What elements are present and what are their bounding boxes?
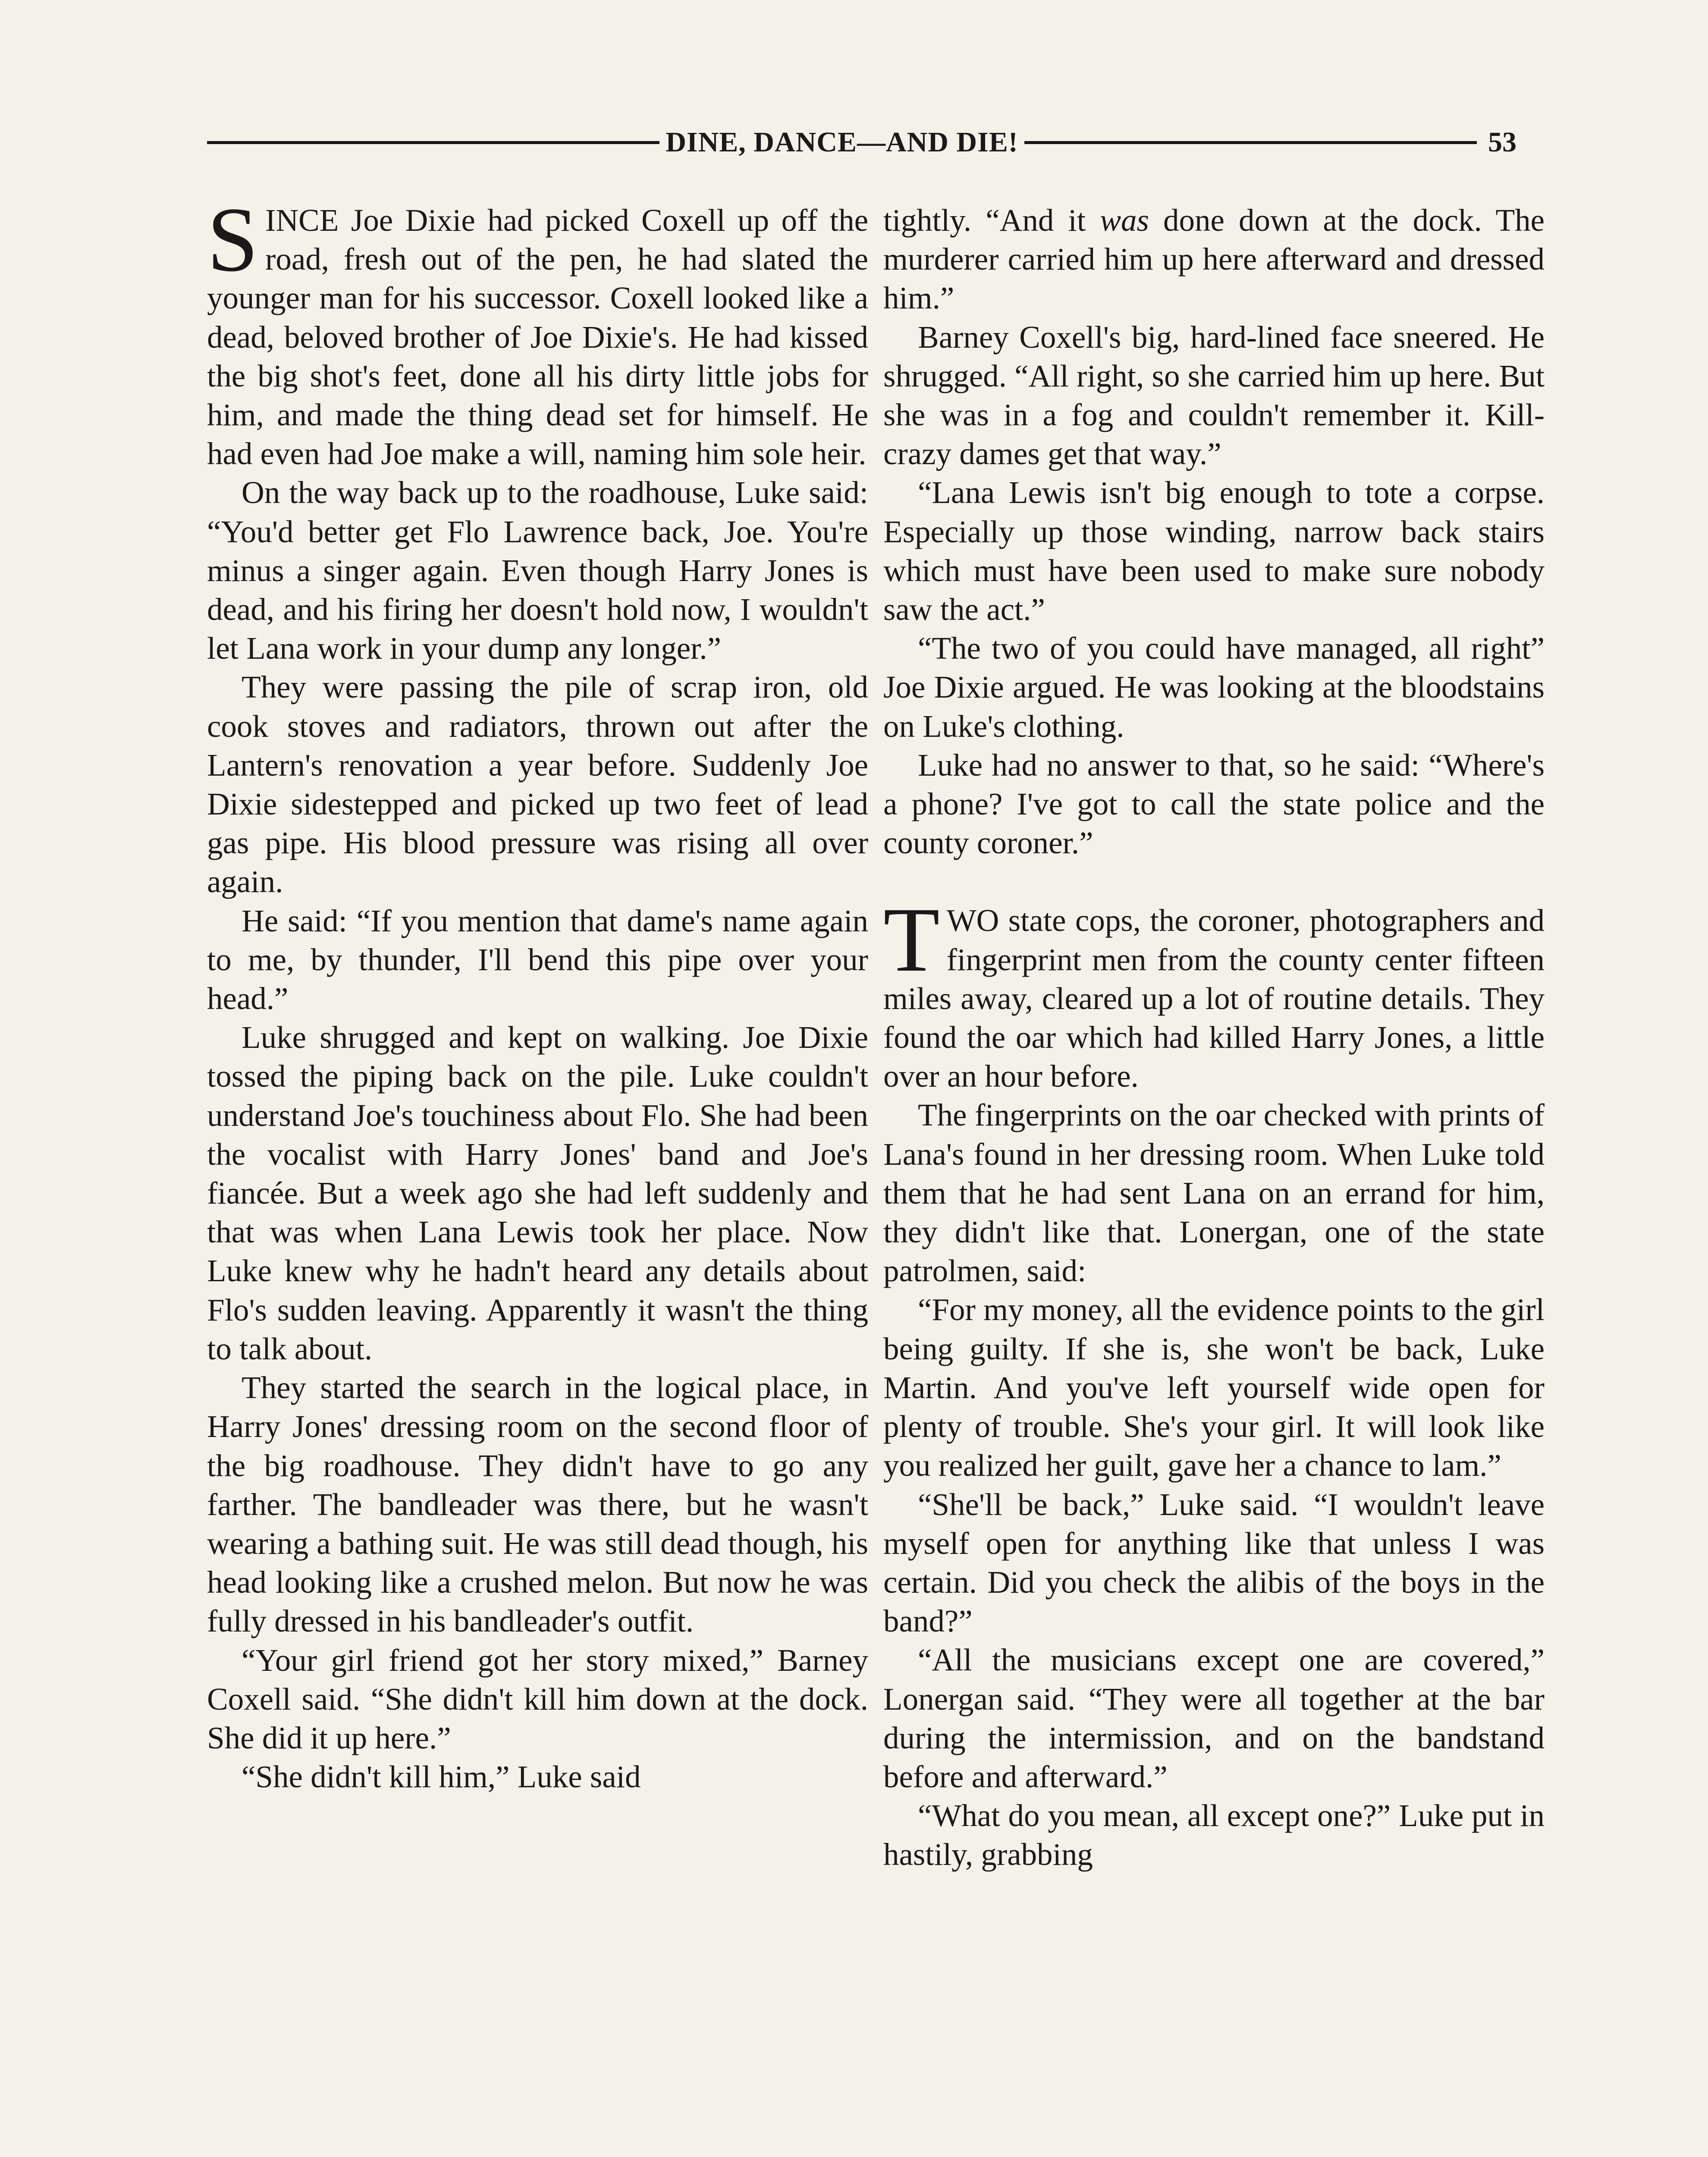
- paragraph: Barney Coxell's big, hard-lined face sneered. He shrugged. “All right, so she carried him up here. But she was in a fog and couldn't remember it. Kill-crazy dames get that way.”: [883, 319, 1545, 472]
- paragraph-text: tightly. “And it: [883, 203, 1100, 238]
- paragraph: He said: “If you mention that dame's name again to me, by thunder, I'll bend this pipe over your head.”: [207, 903, 868, 1016]
- header-rule-left: [207, 141, 659, 144]
- paragraph: On the way back up to the roadhouse, Luke said: “You'd better get Flo Lawrence back, Joe. You're minus a singer again. Even though Harry Jones is dead, and his firing her doesn't hold now, I wouldn't let Lana work in your dump any longer.”: [207, 475, 868, 666]
- running-title: DINE, DANCE—AND DIE!: [666, 126, 1018, 158]
- paragraph: [883, 889, 1545, 1096]
- emphasis-text: was: [1100, 203, 1149, 238]
- paragraph: Luke shrugged and kept on walking. Joe Dixie tossed the piping back on the pile. Luke couldn't understand Joe's touchiness about Flo. She had been the vocalist with Harry Jones' band and Joe's fiancée. But a week ago she had left suddenly and that was when Lana Lewis took her place. Now Luke knew why he hadn't heard any details about Flo's sudden leaving. Apparently it wasn't the thing to talk about.: [207, 1020, 868, 1366]
- right-column: [883, 201, 1545, 1874]
- page-number: 53: [1488, 126, 1517, 158]
- paragraph-text: INCE Joe Dixie had picked Coxell up off the road, fresh out of the pen, he had slated the younger man for his successor. Coxell looked like a dead, beloved brother of Joe Dixie's. He had kissed the big shot's feet, done all his dirty little jobs for him, and made the thing dead set for himself. He had even had Joe make a will, naming him sole heir.: [207, 203, 868, 472]
- paragraph: The fingerprints on the oar checked with prints of Lana's found in her dressing room. When Luke told them that he had sent Lana on an errand for him, they didn't like that. Lonergan, one of the state patrolmen, said:: [883, 1097, 1545, 1289]
- header-rule-right: [1024, 141, 1477, 144]
- paragraph: “Your girl friend got her story mixed,” Barney Coxell said. “She didn't kill him down at the dock. She did it up here.”: [207, 1642, 868, 1755]
- paragraph: [883, 201, 1545, 318]
- paragraph: “The two of you could have managed, all right” Joe Dixie argued. He was looking at the bloodstains on Luke's clothing.: [883, 631, 1545, 744]
- paragraph: “She'll be back,” Luke said. “I wouldn't leave myself open for anything like that unless I was certain. Did you check the alibis of the boys in the band?”: [883, 1487, 1545, 1639]
- left-column: [207, 189, 868, 1796]
- paragraph: “Lana Lewis isn't big enough to tote a corpse. Especially up those winding, narrow back stairs which must have been used to make sure nobody saw the act.”: [883, 475, 1545, 627]
- drop-cap: S: [207, 189, 259, 291]
- paragraph: “All the musicians except one are covered,” Lonergan said. “They were all together at the bar during the intermission, and on the bandstand before and afterward.”: [883, 1642, 1545, 1794]
- paragraph: Luke had no answer to that, so he said: “Where's a phone? I've got to call the state police and the county coroner.”: [883, 747, 1545, 861]
- paragraph: They started the search in the logical place, in Harry Jones' dressing room on the second floor of the big roadhouse. They didn't have to go any farther. The bandleader was there, but he wasn't wearing a bathing suit. He was still dead though, his head looking like a crushed melon. But now he was fully dressed in his bandleader's outfit.: [207, 1370, 868, 1639]
- paragraph: They were passing the pile of scrap iron, old cook stoves and radiators, thrown out after the Lantern's renovation a year before. Suddenly Joe Dixie sidestepped and picked up two feet of lead gas pipe. His blood pressure was rising all over again.: [207, 670, 868, 899]
- paragraph-text: done down at the dock. The murderer carried him up here afterward and dressed him.”: [883, 203, 1545, 316]
- paragraph: “What do you mean, all except one?” Luke put in hastily, grabbing: [883, 1798, 1545, 1872]
- paragraph: “For my money, all the evidence points to the girl being guilty. If she is, she won't be back, Luke Martin. And you've left yourself wide open for plenty of trouble. She's your girl. It will look like you realized her guilt, gave her a chance to lam.”: [883, 1292, 1545, 1483]
- drop-cap: T: [883, 889, 940, 991]
- running-header: [207, 125, 1516, 160]
- paragraph-text: WO state cops, the coroner, photographers and fingerprint men from the county center fifteen miles away, cleared up a lot of routine details. They found the oar which had killed Harry Jones, a little over an hour before.: [883, 903, 1545, 1094]
- paragraph: “She didn't kill him,” Luke said: [242, 1759, 641, 1795]
- paragraph: [207, 189, 868, 473]
